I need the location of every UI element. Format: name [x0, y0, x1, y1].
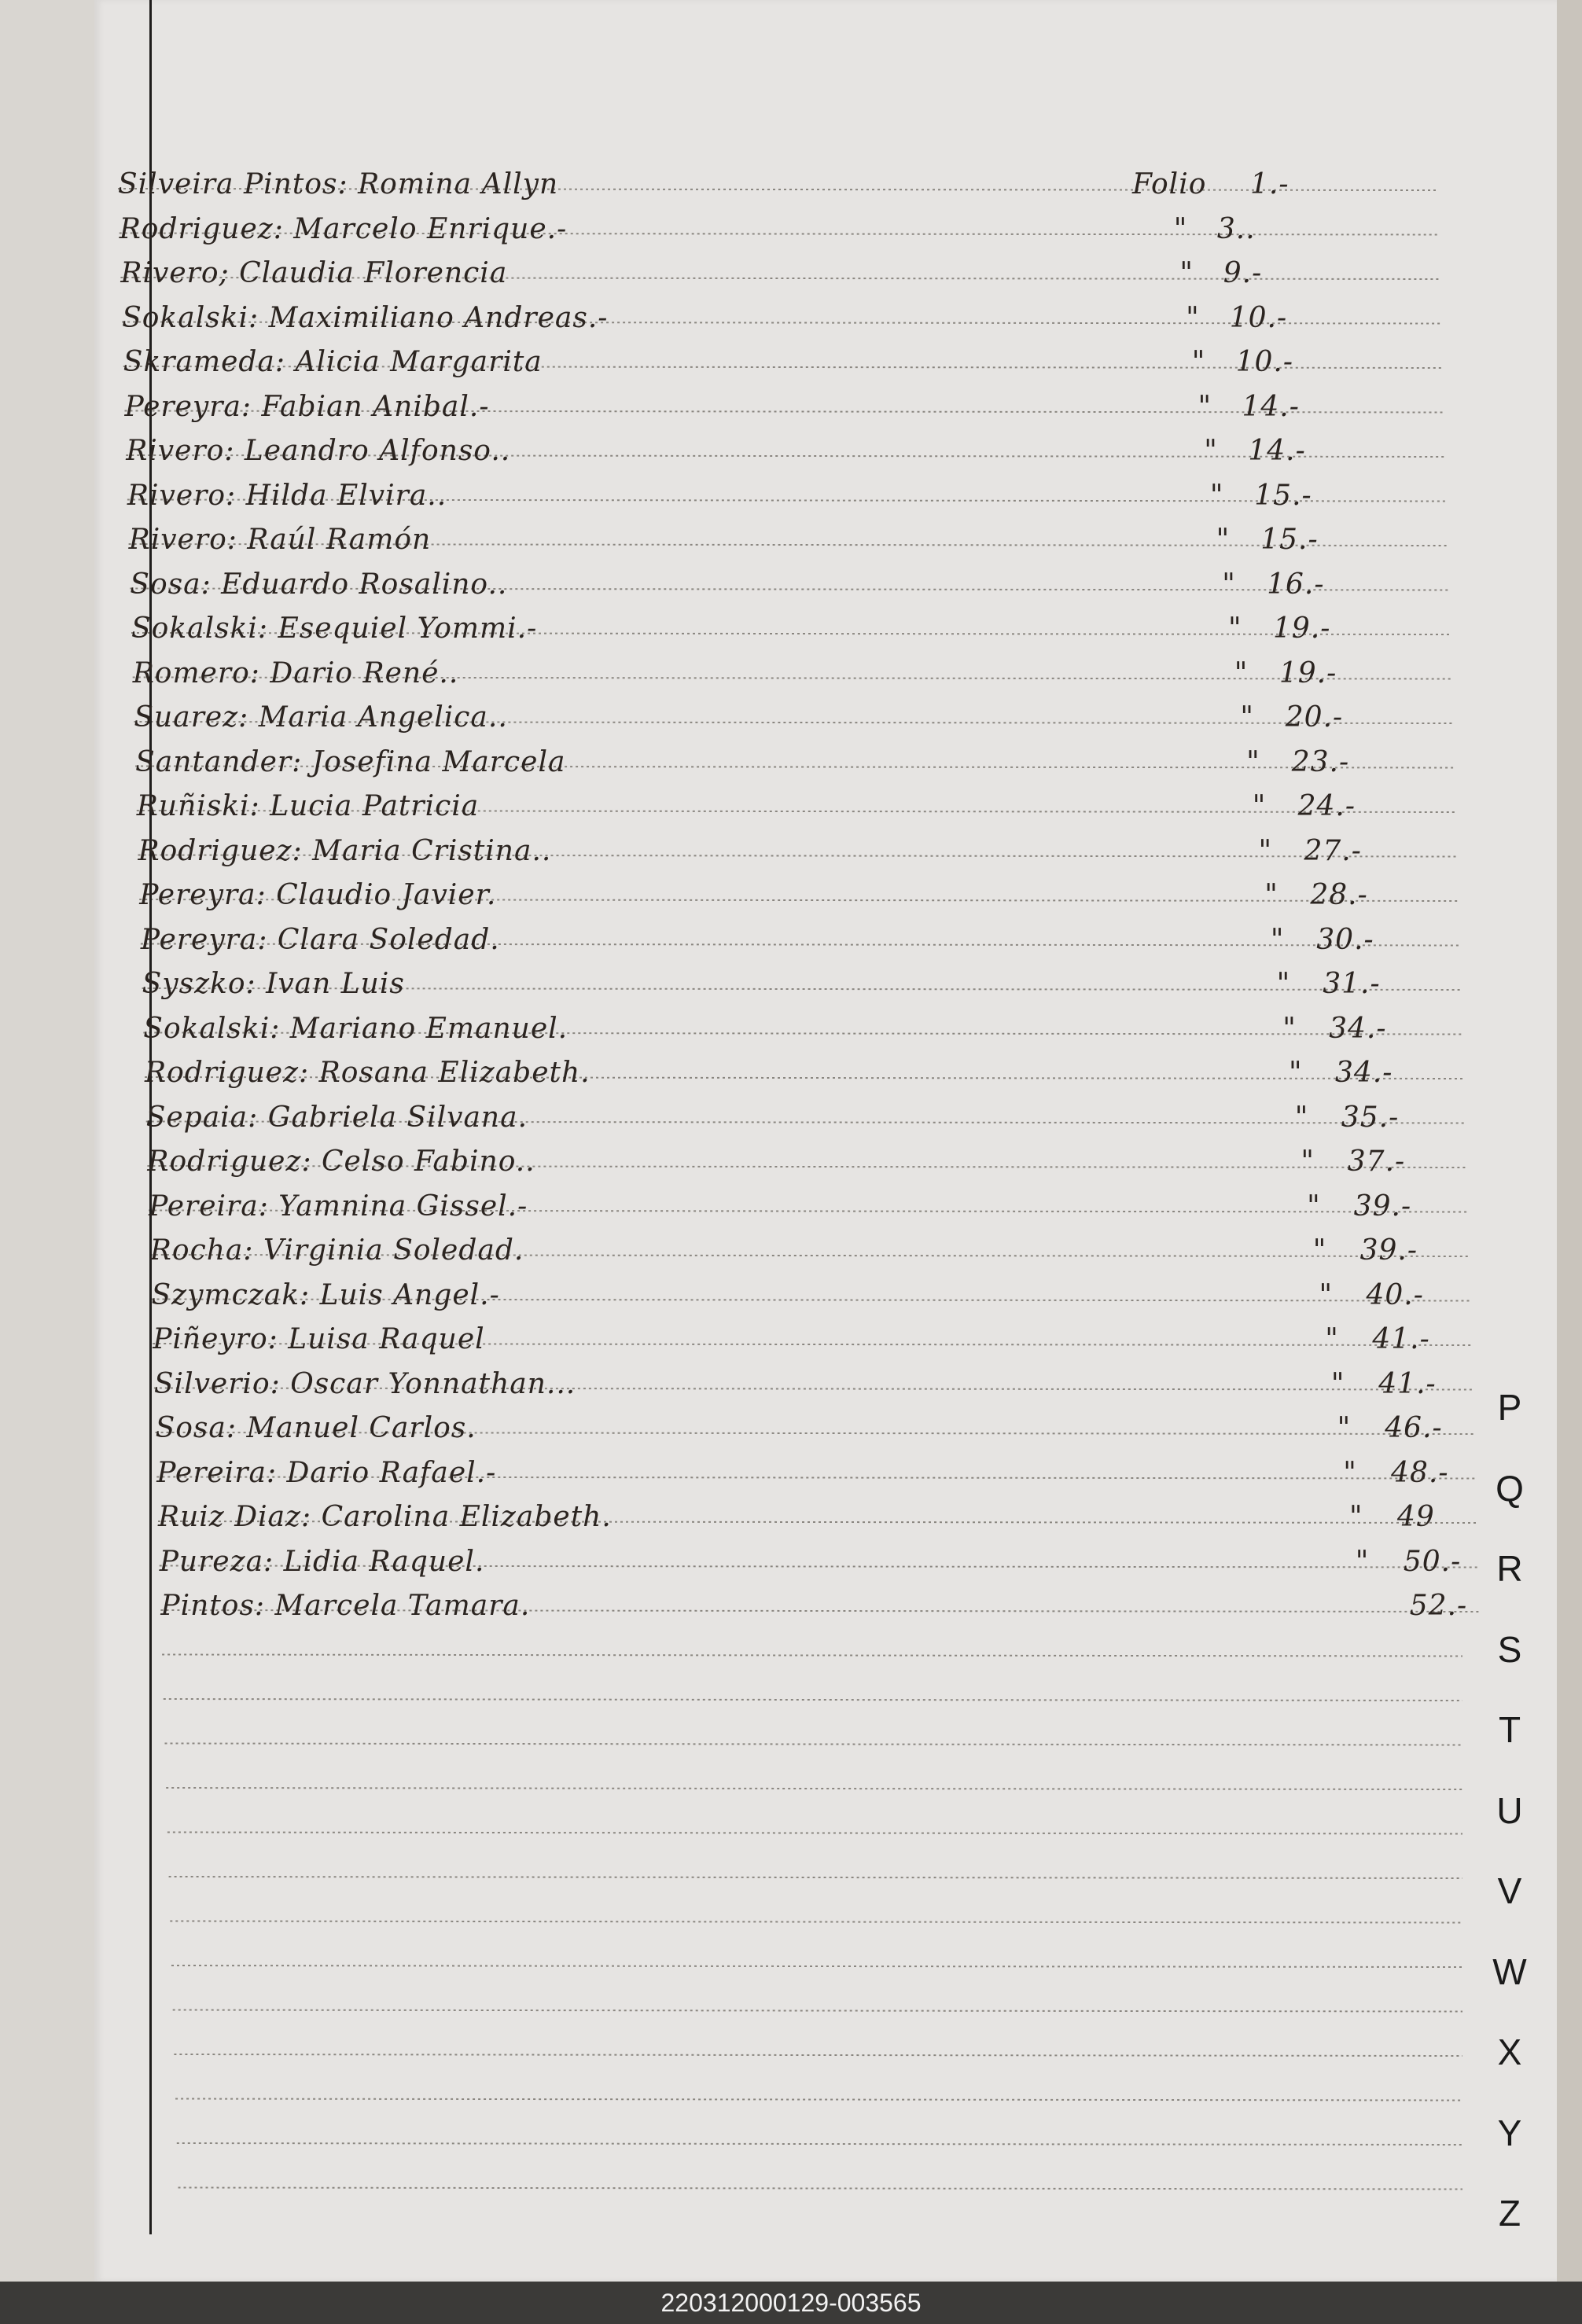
folio-number: 34.- [1335, 1057, 1393, 1089]
index-entry [159, 1545, 1462, 1578]
index-entry [120, 214, 1439, 245]
folio-ditto-mark: " [1173, 212, 1188, 245]
folio-ditto-mark: " [1258, 834, 1273, 867]
entry-name: Rivero: Raúl Ramón [128, 524, 432, 556]
folio-ditto-mark: " [1191, 346, 1206, 378]
entry-name: Rivero: Hilda Elvira.. [127, 479, 447, 512]
folio-number: 37.- [1347, 1145, 1406, 1178]
index-entry [153, 1367, 1437, 1400]
index-entry [129, 524, 1437, 556]
index-tab-t[interactable]: T [1498, 1709, 1521, 1750]
index-entry [158, 1501, 1435, 1533]
index-tab-w[interactable]: W [1492, 1951, 1527, 1992]
index-entry [150, 1235, 1433, 1267]
folio-number: 15.- [1260, 524, 1319, 556]
folio-number: 27.- [1304, 834, 1362, 867]
folio-number: 40.- [1366, 1278, 1424, 1311]
index-entry [149, 1191, 1433, 1223]
ruled-line [165, 1744, 1463, 1745]
ruled-line [171, 1965, 1462, 1967]
folio-ditto-mark: " [1276, 968, 1291, 1000]
index-entry [137, 791, 1436, 822]
folio-ditto-mark: " [1312, 1234, 1327, 1267]
index-tab-s[interactable]: S [1497, 1628, 1522, 1670]
entry-name: Rivero: Leandro Alfonso.. [126, 435, 511, 467]
ruled-line [167, 1833, 1462, 1834]
folio-ditto-mark: " [1307, 1190, 1321, 1223]
ruled-line [164, 1699, 1462, 1701]
folio-ditto-mark: " [1186, 301, 1200, 334]
entry-name: Rodriguez: Celso Fabino.. [147, 1145, 535, 1178]
folio-number: 31.- [1323, 968, 1381, 1000]
folio-ditto-mark: " [1282, 1012, 1297, 1045]
index-entry [122, 303, 1438, 334]
index-entry [125, 392, 1438, 423]
index-entry [123, 347, 1438, 378]
entry-name: Sokalski: Esequiel Yommi.- [131, 612, 538, 645]
entry-name: Syszko: Ivan Luis [142, 968, 405, 1000]
index-tab-z[interactable]: Z [1498, 2193, 1521, 2234]
index-entry [160, 1590, 1468, 1622]
folio-ditto-mark: " [1349, 1501, 1363, 1533]
index-entry [120, 258, 1438, 289]
index-entry [143, 1013, 1434, 1045]
index-entry [155, 1412, 1443, 1444]
folio-ditto-mark: " [1240, 701, 1254, 734]
folio-number: 1.- [1250, 168, 1290, 200]
index-entry [156, 1456, 1449, 1489]
folio-number: 28.- [1310, 879, 1368, 911]
entry-name: Romero: Dario René.. [132, 656, 459, 689]
folio-ditto-mark: " [1301, 1145, 1315, 1178]
entry-name: Sosa: Eduardo Rosalino.. [130, 568, 508, 601]
document-id-footer [0, 2282, 1582, 2324]
entry-name: Santander: Josefina Marcela [135, 745, 566, 778]
folio-number: 48.- [1391, 1456, 1449, 1489]
entry-name: Pereira: Yamnina Gissel.- [149, 1190, 528, 1223]
entry-name: Rocha: Virginia Soledad. [149, 1234, 524, 1267]
index-entry [147, 1146, 1433, 1178]
entry-name: Rodriguez: Marcelo Enrique.- [119, 212, 568, 245]
folio-ditto-mark: " [1209, 479, 1224, 512]
index-tab-r[interactable]: R [1496, 1548, 1523, 1589]
folio-ditto-mark: " [1270, 923, 1285, 956]
folio-number: 19.- [1273, 612, 1331, 645]
folio-number: 3.. [1216, 212, 1256, 245]
folio-ditto-mark: " [1234, 656, 1249, 689]
entry-name: Pereyra: Clara Soledad. [140, 923, 500, 956]
index-entry [139, 880, 1435, 911]
folio-ditto-mark: " [1252, 790, 1267, 822]
folio-number: 23.- [1291, 745, 1350, 778]
index-entry [134, 702, 1436, 734]
entry-name: Ruñiski: Lucia Patricia [136, 790, 480, 822]
folio-number: 49 [1397, 1501, 1435, 1533]
index-entry [146, 1102, 1434, 1134]
folio-ditto-mark: " [1179, 257, 1194, 289]
index-tab-x[interactable]: X [1497, 2032, 1522, 2072]
folio-ditto-mark: " [1343, 1456, 1357, 1489]
entry-name: Silveira Pintos: Romina Allyn [118, 168, 559, 200]
entry-name: Piñeyro: Luisa Raquel [153, 1323, 485, 1355]
folio-number: 10.- [1235, 346, 1294, 378]
ruled-line [170, 1921, 1462, 1923]
folio-number: 14.- [1242, 390, 1300, 423]
entry-name: Ruiz Diaz: Carolina Elizabeth. [158, 1501, 612, 1533]
ruled-line [177, 2143, 1462, 2145]
index-entry [145, 1057, 1434, 1089]
ruled-line [162, 1655, 1462, 1657]
folio-number: 50.- [1403, 1545, 1462, 1578]
folio-ditto-mark: " [1264, 879, 1278, 911]
index-tab-p[interactable]: P [1497, 1387, 1522, 1428]
index-entry [142, 969, 1435, 1000]
ruled-line [169, 1877, 1462, 1878]
entry-name: Pereyra: Claudio Javier. [139, 879, 497, 911]
ruled-line [175, 2099, 1462, 2101]
folio-number: 30.- [1316, 923, 1374, 956]
index-entry [141, 925, 1435, 956]
entry-name: Pereira: Dario Rafael.- [156, 1456, 497, 1489]
entry-name: Szymczak: Luis Angel.- [151, 1278, 500, 1311]
index-entry [118, 169, 1439, 200]
folio-number: 24.- [1297, 790, 1356, 822]
index-entry [130, 569, 1437, 601]
ruled-line [178, 2188, 1463, 2190]
index-tab-q[interactable]: Q [1496, 1467, 1524, 1509]
folio-number: 10.- [1229, 301, 1288, 334]
folio-number: 41.- [1372, 1323, 1430, 1355]
folio-number: 46.- [1385, 1412, 1443, 1444]
folio-number: 41.- [1378, 1367, 1437, 1400]
document-id: 220312000129-003565 [660, 2289, 922, 2317]
folio-ditto-mark: " [1294, 1101, 1309, 1134]
index-entry [127, 480, 1437, 512]
folio-ditto-mark: " [1325, 1323, 1339, 1355]
folio-number: 16.- [1267, 568, 1325, 601]
folio-ditto-mark: " [1319, 1278, 1334, 1311]
folio-ditto-mark: " [1216, 524, 1231, 556]
index-tab-v[interactable]: V [1497, 1870, 1522, 1911]
folio-number: 34.- [1329, 1012, 1387, 1045]
entry-name: Suarez: Maria Angelica.. [134, 701, 508, 734]
entry-name: Pereyra: Fabian Anibal.- [124, 390, 490, 423]
folio-ditto-mark: Folio [1132, 168, 1207, 200]
folio-ditto-mark: " [1204, 435, 1218, 467]
folio-number: 15.- [1254, 479, 1312, 512]
folio-ditto-mark: " [1337, 1412, 1352, 1444]
folio-ditto-mark: " [1330, 1367, 1345, 1400]
folio-number: 39.- [1359, 1234, 1418, 1267]
folio-number: 39.- [1353, 1190, 1412, 1223]
folio-ditto-mark: " [1355, 1545, 1370, 1578]
folio-ditto-mark: " [1222, 568, 1236, 601]
folio-number: 20.- [1285, 701, 1344, 734]
entry-name: Pureza: Lidia Raquel. [159, 1545, 485, 1578]
entry-name: Silverio: Oscar Yonnathan... [153, 1367, 576, 1400]
entry-name: Skrameda: Alicia Margarita [123, 346, 543, 378]
index-entry [153, 1324, 1433, 1355]
entry-name: Rodriguez: Maria Cristina.. [138, 834, 552, 867]
index-tab-u[interactable]: U [1496, 1789, 1523, 1831]
entry-name: Sokalski: Mariano Emanuel. [143, 1012, 568, 1045]
index-entry [133, 658, 1437, 689]
index-entry [138, 836, 1436, 867]
folio-number: 35.- [1341, 1101, 1400, 1134]
ruled-line [173, 2010, 1462, 2012]
ruled-line [166, 1788, 1462, 1789]
index-entry [152, 1280, 1433, 1311]
folio-ditto-mark: " [1289, 1057, 1303, 1089]
entry-name: Sepaia: Gabriela Silvana. [145, 1101, 528, 1134]
folio-number: 52.- [1409, 1590, 1468, 1622]
ruled-line [174, 2054, 1462, 2056]
folio-ditto-mark: " [1198, 390, 1212, 423]
index-entry [135, 747, 1436, 778]
entry-name: Pintos: Marcela Tamara. [160, 1590, 531, 1622]
index-tab-y[interactable]: Y [1497, 2112, 1522, 2153]
folio-number: 9.- [1223, 257, 1263, 289]
folio-number: 19.- [1278, 656, 1337, 689]
entry-name: Rodriguez: Rosana Elizabeth. [145, 1057, 590, 1089]
entry-name: Sosa: Manuel Carlos. [155, 1412, 476, 1444]
folio-ditto-mark: " [1228, 612, 1242, 645]
entry-name: Rivero; Claudia Florencia [120, 257, 508, 289]
index-entry [126, 436, 1437, 467]
folio-ditto-mark: " [1246, 745, 1260, 778]
entry-name: Sokalski: Maximiliano Andreas.- [122, 301, 609, 334]
index-entry [131, 613, 1437, 645]
folio-number: 14.- [1248, 435, 1306, 467]
